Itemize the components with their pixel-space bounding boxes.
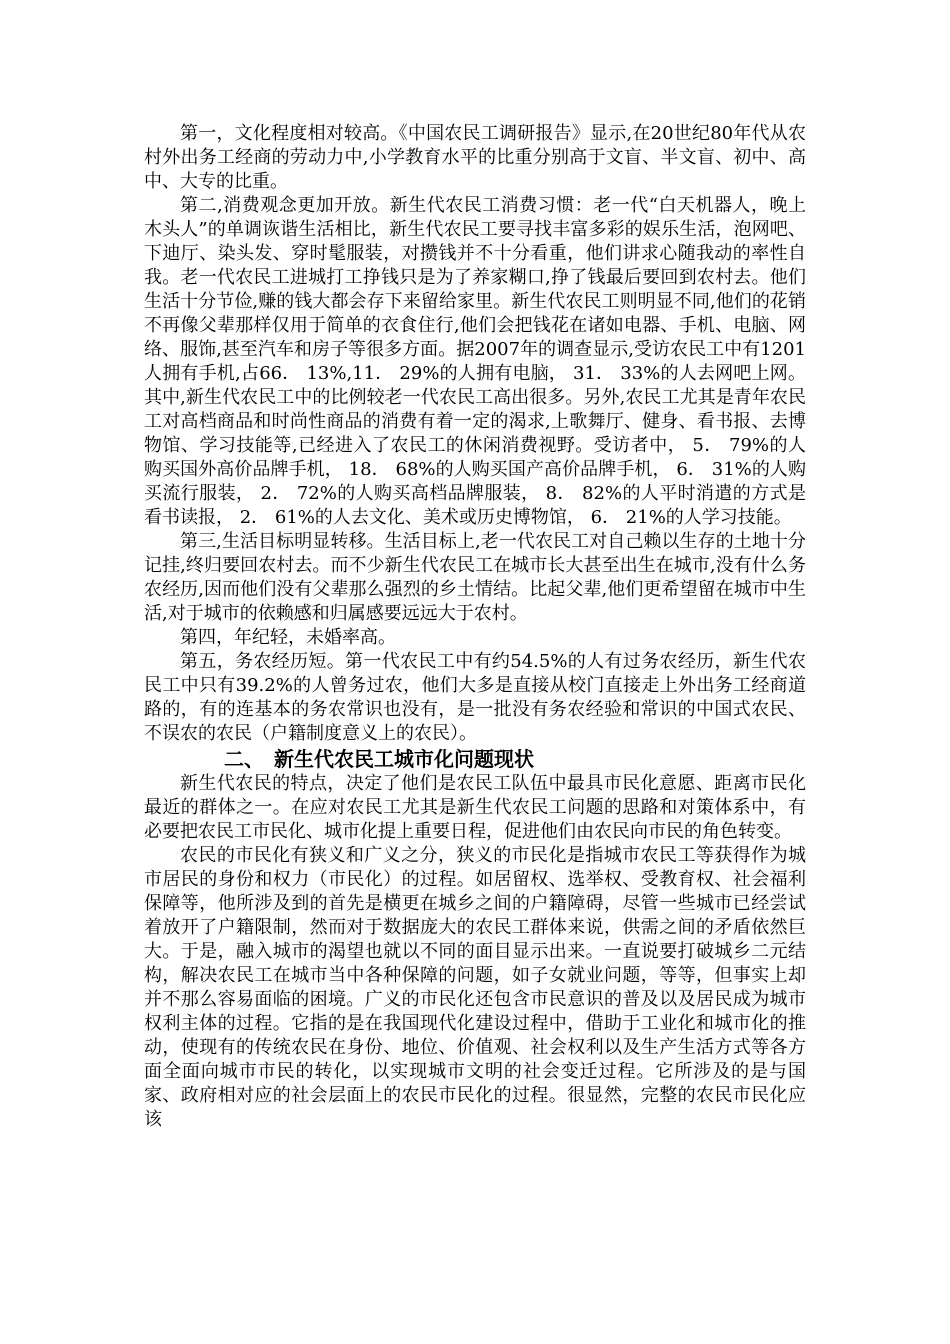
section-heading: 二、 新生代农民工城市化问题现状 bbox=[224, 747, 534, 771]
paragraph-consumption: 第二,消费观念更加开放。新生代农民工消费习惯：老一代“白天机器人，晚上木头人”的单调诙谐生活相比，新生代农民工要寻找丰富多彩的娱乐生活，泡网吧、下迪厅、染头发、穿时髦服装，对攒钱并不十分看重，他们讲求心随我动的率性自我。老一代农民工进城打工挣钱只是为了养家糊口,挣了钱最后要回到农村去。他们生活十分节俭,赚的钱大都会存下来留给家里。新生代农民工则明显不同,他们的花销不再像父辈那样仅用于简单的衣食住行,他们会把钱花在诸如电器、手机、电脑、网络、服饰,甚至汽车和房子等很多方面。据2007年的调查显示,受访农民工中有1201人拥有手机,占66． 13%,11． 29%的人拥有电脑， 31． 33%的人去网吧上网。其中,新生代农民工中的比例较老一代农民工高出很多。另外,农民工尤其是青年农民工对高档商品和时尚性商品的消费有着一定的渴求,上歌舞厅、健身、看书报、去博物馆、学习技能等,已经进入了农民工的休闲消费视野。受访者中， 5． 79%的人购买国外高价品牌手机， 18． 68%的人购买国产高价品牌手机， 6． 31%的人购买流行服装， 2． 72%的人购买高档品牌服装， 8． 82%的人平时消遣的方式是看书读报， 2． 61%的人去文化、美术或历史博物馆， 6． 21%的人学习技能。 bbox=[144, 195, 806, 528]
paragraph-age: 第四，年纪轻，未婚率高。 bbox=[180, 627, 396, 648]
paragraph-farming-experience: 第五，务农经历短。第一代农民工中有约54.5%的人有过务农经历，新生代农民工中只有39.2%的人曾务过农，他们大多是直接从校门直接走上外出务工经商道路的，有的连基本的务农常识也没有，是一批没有务农经验和常识的中国式农民、不误农的农民（户籍制度意义上的农民）。 bbox=[144, 651, 806, 744]
paragraph-education: 第一，文化程度相对较高。《中国农民工调研报告》显示,在20世纪80年代从农村外出务工经商的劳动力中,小学教育水平的比重分别高于文盲、半文盲、初中、高中、大专的比重。 bbox=[144, 123, 806, 192]
paragraph-urbanization-definition: 农民的市民化有狭义和广义之分，狭义的市民化是指城市农民工等获得作为城市居民的身份和权力（市民化）的过程。如居留权、选举权、受教育权、社会福利保障等，他所涉及到的首先是横更在城乡之间的户籍障碍，尽管一些城市已经尝试着放开了户籍限制，然而对于数据庞大的农民工群体来说，供需之间的矛盾依然巨大。于是，融入城市的渴望也就以不同的面目显示出来。一直说要打破城乡二元结构，解决农民工在城市当中各种保障的问题，如子女就业问题，等等，但事实上却并不那么容易面临的困境。广义的市民化还包含市民意识的普及以及居民成为城市权利主体的过程。它指的是在我国现代化建设过程中，借助于工业化和城市化的推动，使现有的传统农民在身份、地位、价值观、社会权利以及生产生活方式等各方面全面向城市市民的转化，以实现城市文明的社会变迁过程。它所涉及的是与国家、政府相对应的社会层面上的农民市民化的过程。很显然，完整的农民市民化应该 bbox=[144, 845, 806, 1130]
paragraph-urbanization-intro: 新生代农民的特点，决定了他们是农民工队伍中最具市民化意愿、距离市民化最近的群体之一。在应对农民工尤其是新生代农民工问题的思路和对策体系中，有必要把农民工市民化、城市化提上重要日程，促进他们由农民向市民的角色转变。 bbox=[144, 773, 806, 842]
document-page bbox=[144, 122, 806, 1132]
paragraph-life-goals: 第三,生活目标明显转移。生活目标上,老一代农民工对自己赖以生存的土地十分记挂,终归要回农村去。而不少新生代农民工在城市长大甚至出生在城市,没有什么务农经历,因而他们没有父辈那么强烈的乡土情结。比起父辈,他们更希望留在城市中生活,对于城市的依赖感和归属感要远远大于农村。 bbox=[144, 531, 806, 624]
